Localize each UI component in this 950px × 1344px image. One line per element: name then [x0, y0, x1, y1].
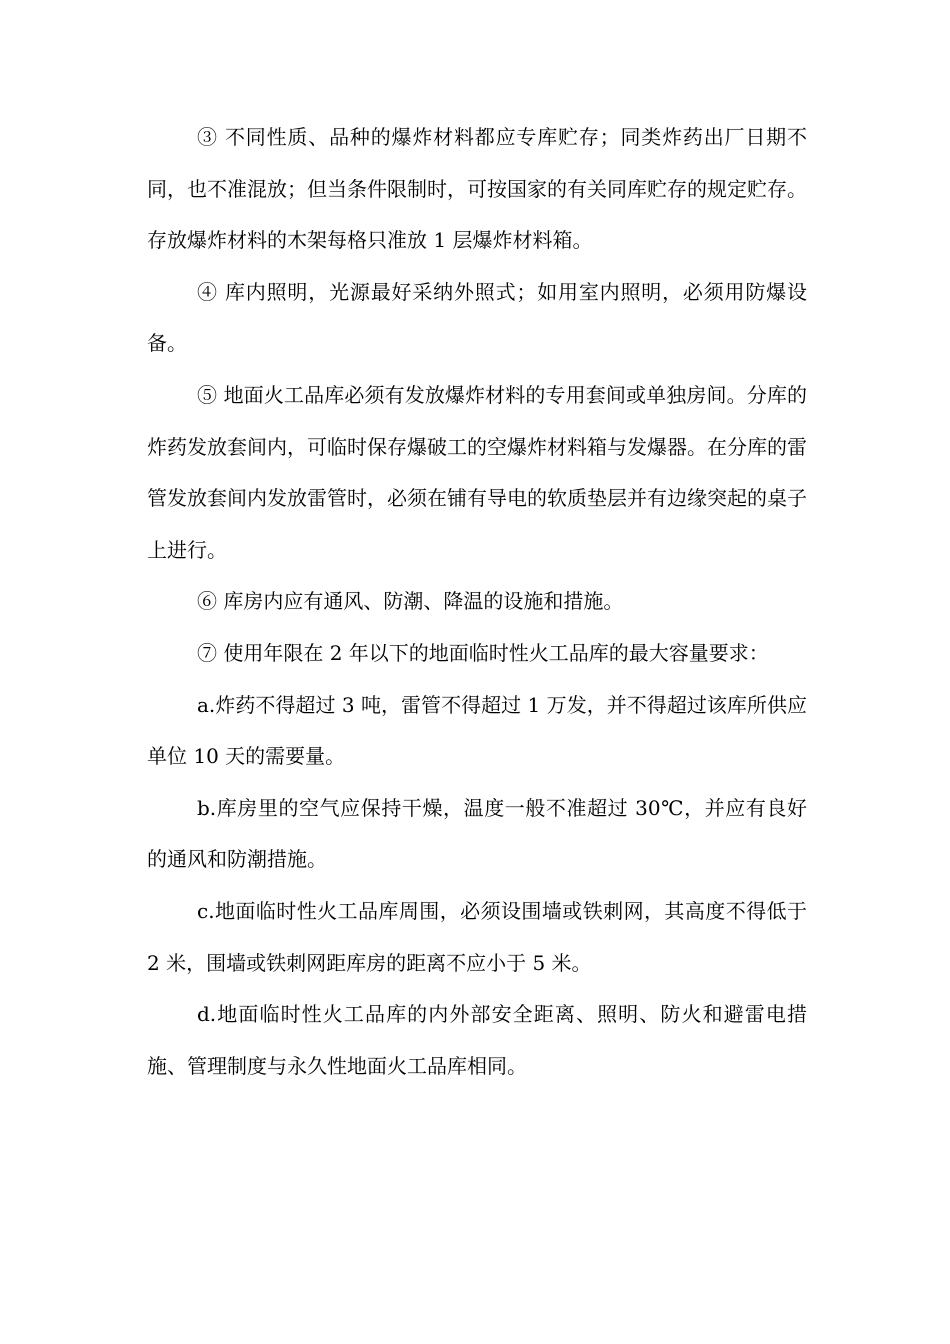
- paragraph-item-4: ④ 库内照明，光源最好采纳外照式；如用室内照明，必须用防爆设备。: [147, 279, 807, 356]
- paragraph-subitem-c: c.地面临时性火工品库周围，必须设围墙或铁刺网，其高度不得低于 2 米，围墙或铁刺网距库房的距离不应小于 5 米。: [147, 898, 807, 975]
- paragraph-item-5: ⑤ 地面火工品库必须有发放爆炸材料的专用套间或单独房间。分库的炸药发放套间内，可临时保存爆破工的空爆炸材料箱与发爆器。在分库的雷管发放套间内发放雷管时，必须在铺有导电的软质垫层并有边缘突起的桌子上进行。: [147, 382, 807, 562]
- paragraph-subitem-d: d.地面临时性火工品库的内外部安全距离、照明、防火和避雷电措施、管理制度与永久性地面火工品库相同。: [147, 1002, 807, 1078]
- paragraph-item-3: ③ 不同性质、品种的爆炸材料都应专库贮存；同类炸药出厂日期不同，也不准混放；但当条件限制时，可按国家的有关同库贮存的规定贮存。存放爆炸材料的木架每格只准放 1 层爆炸材料箱。: [147, 125, 807, 253]
- paragraph-item-7: ⑦ 使用年限在 2 年以下的地面临时性火工品库的最大容量要求：: [197, 640, 769, 665]
- paragraph-item-6: ⑥ 库房内应有通风、防潮、降温的设施和措施。: [197, 589, 624, 614]
- document-body: [147, 112, 807, 1092]
- paragraph-subitem-a: a.炸药不得超过 3 吨，雷管不得超过 1 万发，并不得超过该库所供应单位 10 天的需要量。: [147, 692, 807, 769]
- paragraph-subitem-b: b.库房里的空气应保持干燥，温度一般不准超过 30℃，并应有良好的通风和防潮措施。: [147, 795, 807, 872]
